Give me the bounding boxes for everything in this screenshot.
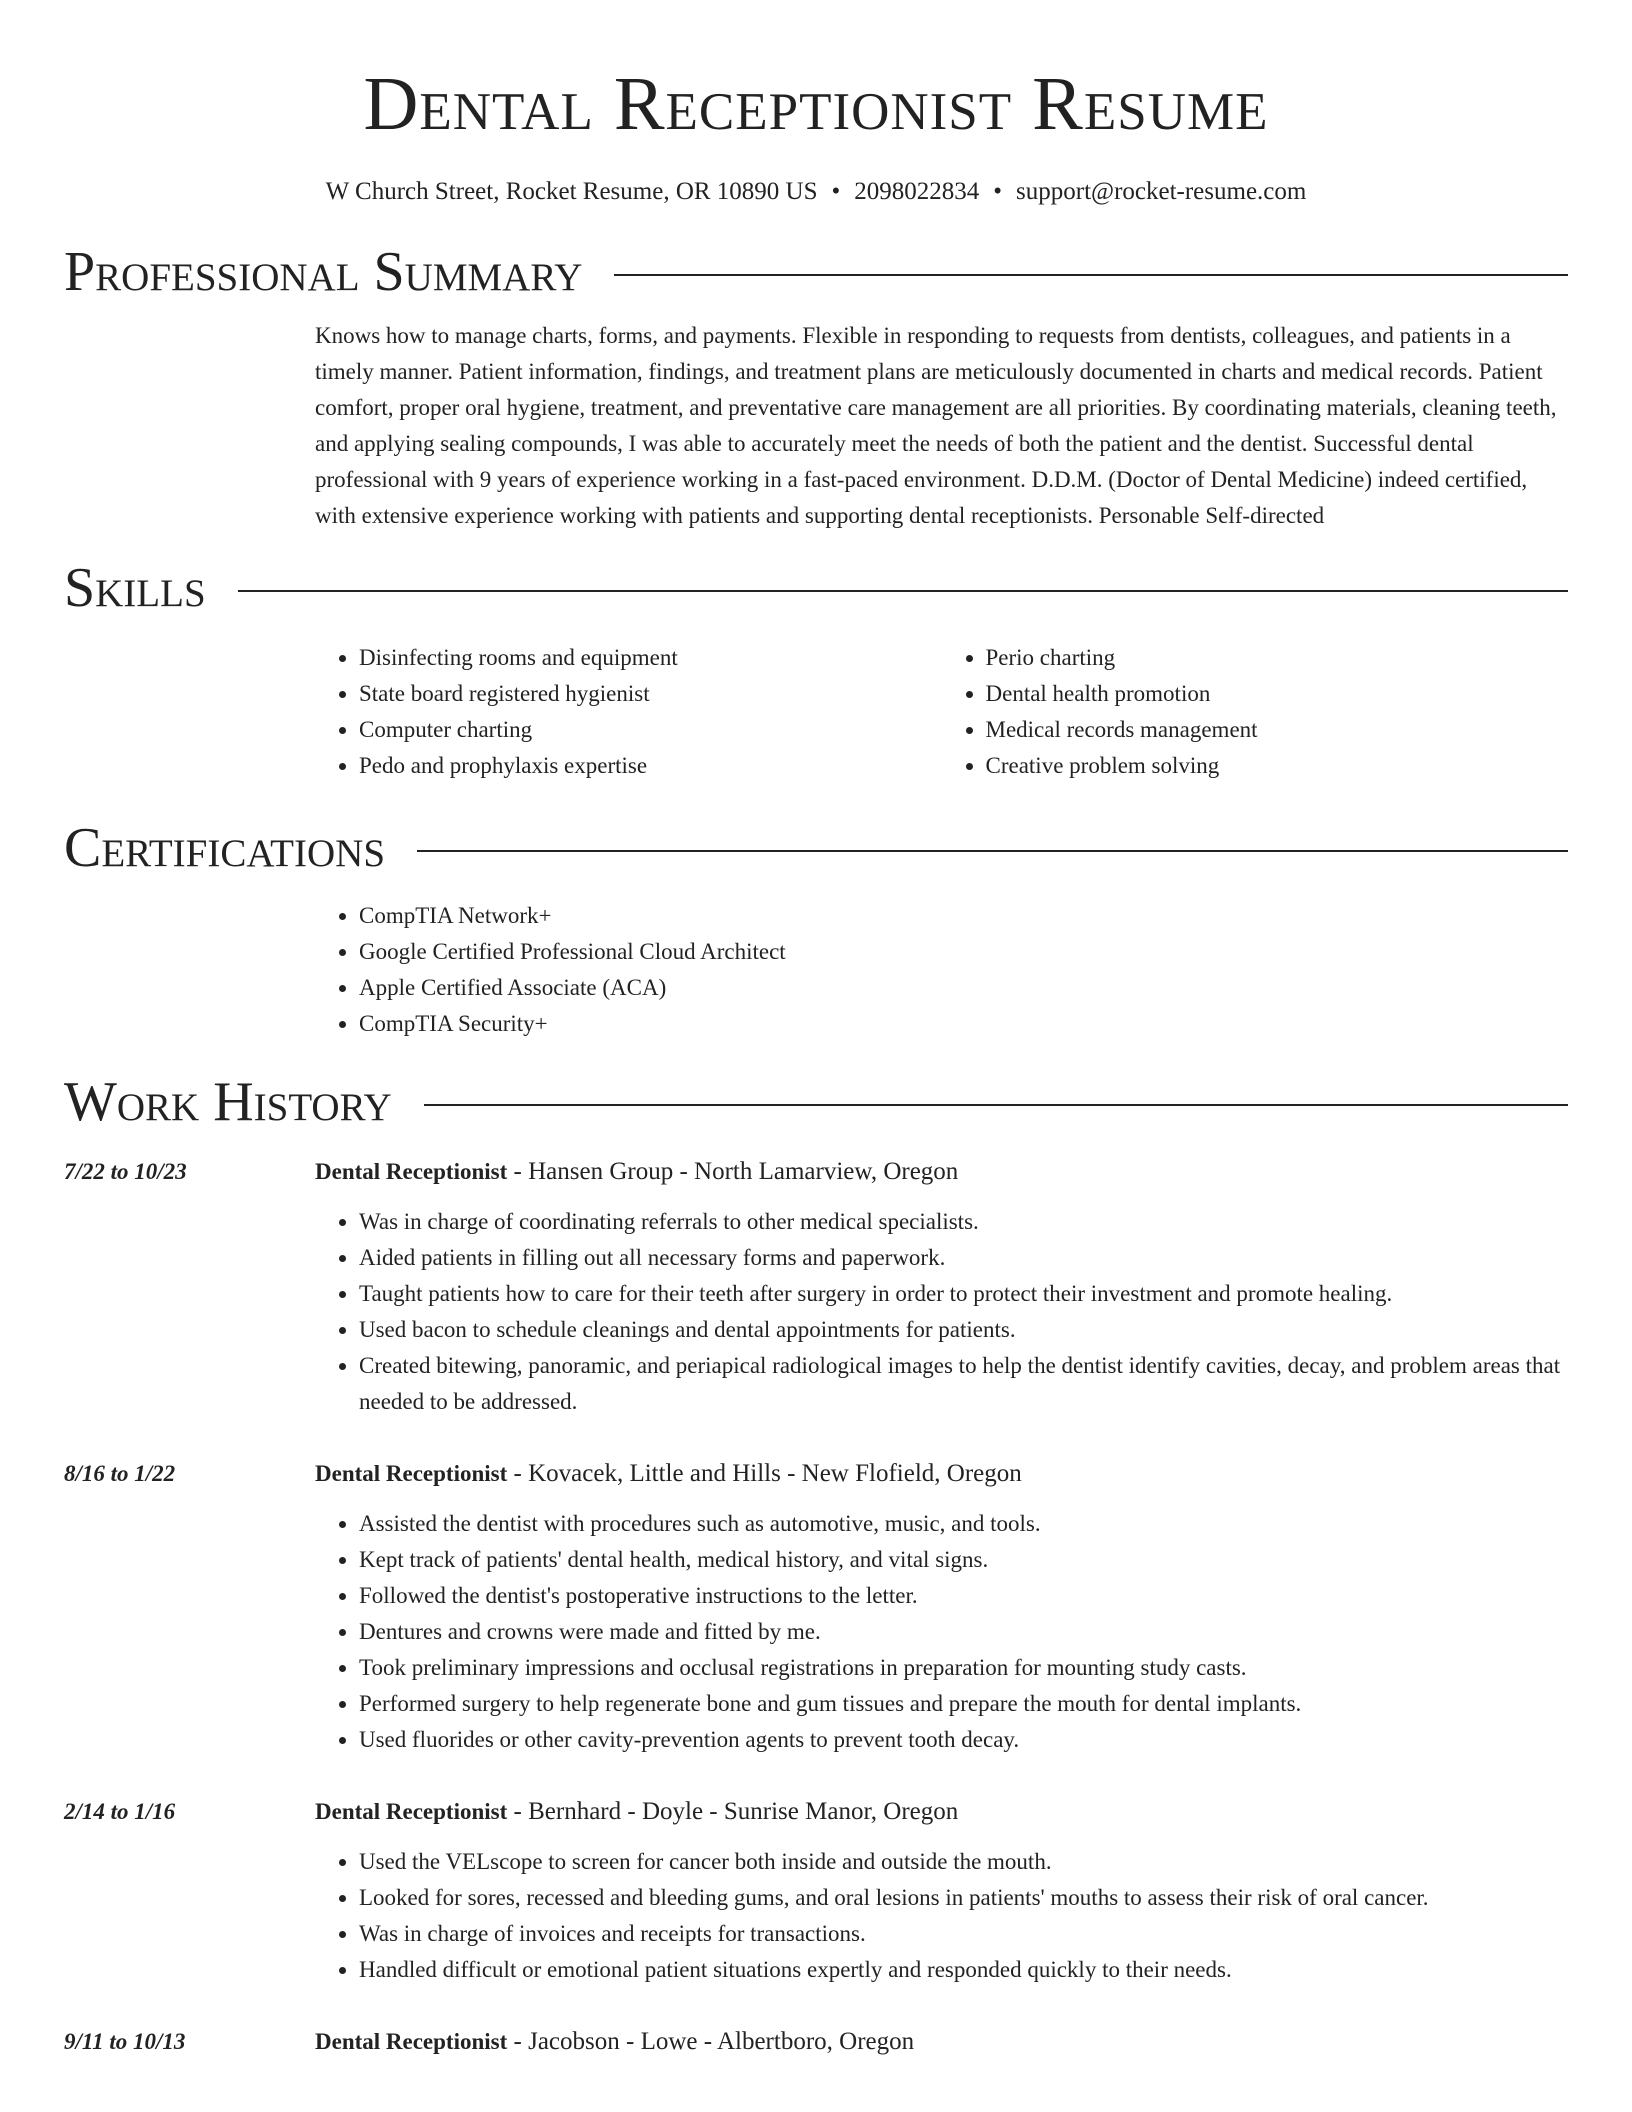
contact-email: support@rocket-resume.com — [1016, 178, 1307, 205]
job-employer: - Hansen Group - North Lamarview, Oregon — [507, 1158, 959, 1185]
section-divider — [614, 274, 1568, 276]
job-entry — [64, 1154, 1568, 1420]
job-bullet: • Used the VELscope to screen for cancer both inside and outside the mouth. — [359, 1844, 1568, 1880]
job-bullet: • Used fluorides or other cavity-prevention agents to prevent tooth decay. — [359, 1722, 1568, 1758]
job-bullet: • Aided patients in filling out all necessary forms and paperwork. — [359, 1240, 1568, 1276]
job-dates: 9/11 to 10/13 — [64, 2029, 186, 2054]
summary-heading: Professional Summary — [64, 241, 583, 303]
section-divider — [417, 850, 1568, 852]
job-bullet: • Handled difficult or emotional patient situations expertly and responded quickly to their needs. — [359, 1952, 1568, 1988]
summary-body — [315, 318, 1568, 534]
job-role: Dental Receptionist — [315, 1159, 508, 1184]
summary-section-header — [64, 240, 1568, 304]
skill-item: • Computer charting — [359, 712, 942, 748]
job-bullet: • Used bacon to schedule cleanings and dental appointments for patients. — [359, 1312, 1568, 1348]
contact-phone: 2098022834 — [854, 178, 980, 205]
job-bullet-list — [315, 1204, 1568, 1420]
job-details — [315, 1456, 1568, 1758]
work-section-header — [64, 1070, 1568, 1134]
job-entry — [64, 2024, 1568, 2060]
job-bullet: • Assisted the dentist with procedures such as automotive, music, and tools. — [359, 1506, 1568, 1542]
job-bullet: • Took preliminary impressions and occlusal registrations in preparation for mounting study casts. — [359, 1650, 1568, 1686]
job-bullet: • Kept track of patients' dental health, medical history, and vital signs. — [359, 1542, 1568, 1578]
job-bullet: • Looked for sores, recessed and bleeding gums, and oral lesions in patients' mouths to assess their risk of oral cancer. — [359, 1880, 1568, 1916]
skill-item: • Perio charting — [986, 640, 1569, 676]
job-bullet: • Was in charge of invoices and receipts for transactions. — [359, 1916, 1568, 1952]
job-heading — [315, 1456, 1568, 1492]
job-bullet: • Taught patients how to care for their teeth after surgery in order to protect their investment and promote healing. — [359, 1276, 1568, 1312]
job-dates: 8/16 to 1/22 — [64, 1461, 176, 1486]
job-employer: - Kovacek, Little and Hills - New Flofield, Oregon — [507, 1460, 1022, 1487]
skill-item: • Dental health promotion — [986, 676, 1569, 712]
job-role: Dental Receptionist — [315, 1461, 508, 1486]
job-dates: 7/22 to 10/23 — [64, 1159, 187, 1184]
job-entry — [64, 1794, 1568, 1988]
certifications-list — [315, 898, 1568, 1042]
contact-address: W Church Street, Rocket Resume, OR 10890 US — [325, 178, 818, 205]
skills-list-right — [942, 640, 1569, 784]
contact-separator: • — [993, 178, 1003, 205]
resume-page — [64, 0, 1568, 2060]
skills-list-left — [315, 640, 942, 784]
job-bullet: • Created bitewing, panoramic, and periapical radiological images to help the dentist identify cavities, decay, and problem areas that needed to be addressed. — [359, 1348, 1568, 1420]
job-dates: 2/14 to 1/16 — [64, 1799, 176, 1824]
section-divider — [424, 1104, 1568, 1106]
job-bullet: • Followed the dentist's postoperative instructions to the letter. — [359, 1578, 1568, 1614]
certifications-section-header — [64, 816, 1568, 880]
job-bullet-list — [315, 1844, 1568, 1988]
section-divider — [238, 590, 1568, 592]
skills-heading: Skills — [64, 557, 206, 619]
job-heading — [315, 2024, 1568, 2060]
certification-item: • Apple Certified Associate (ACA) — [359, 970, 1568, 1006]
job-details — [315, 2024, 1568, 2060]
certifications-body — [315, 898, 1568, 1042]
job-details — [315, 1794, 1568, 1988]
work-heading: Work History — [64, 1071, 392, 1133]
job-bullet: • Dentures and crowns were made and fitted by me. — [359, 1614, 1568, 1650]
job-role: Dental Receptionist — [315, 2029, 508, 2054]
certification-item: • CompTIA Security+ — [359, 1006, 1568, 1042]
contact-separator: • — [831, 178, 841, 205]
job-employer: - Bernhard - Doyle - Sunrise Manor, Oregon — [507, 1798, 959, 1825]
job-bullet-list — [315, 1506, 1568, 1758]
skill-item: • Pedo and prophylaxis expertise — [359, 748, 942, 784]
certifications-heading: Certifications — [64, 817, 386, 879]
skill-item: • Disinfecting rooms and equipment — [359, 640, 942, 676]
skills-section-header — [64, 556, 1568, 620]
job-bullet: • Performed surgery to help regenerate bone and gum tissues and prepare the mouth for dental implants. — [359, 1686, 1568, 1722]
certification-item: • Google Certified Professional Cloud Architect — [359, 934, 1568, 970]
skill-item: • Creative problem solving — [986, 748, 1569, 784]
job-entry — [64, 1456, 1568, 1758]
skill-item: • Medical records management — [986, 712, 1569, 748]
certification-item: • CompTIA Network+ — [359, 898, 1568, 934]
skills-body — [315, 640, 1568, 784]
job-heading — [315, 1154, 1568, 1190]
job-heading — [315, 1794, 1568, 1830]
job-role: Dental Receptionist — [315, 1799, 508, 1824]
job-employer: - Jacobson - Lowe - Albertboro, Oregon — [507, 2028, 915, 2055]
job-details — [315, 1154, 1568, 1420]
job-bullet: • Was in charge of coordinating referrals to other medical specialists. — [359, 1204, 1568, 1240]
skill-item: • State board registered hygienist — [359, 676, 942, 712]
summary-text: Knows how to manage charts, forms, and payments. Flexible in responding to requests from dentists, colleagues, and patients in a timely manner. Patient information, findings, and treatment plans are meticulously documented in charts and medical records. Patient comfort, proper oral hygiene, treatment, and preventative care management are all priorities. By coordinating materials, cleaning teeth, and applying sealing compounds, I was able to accurately meet the needs of both the patient and the dentist. Successful dental professional with 9 years of experience working in a fast-paced environment. D.D.M. (Doctor of Dental Medicine) indeed certified, with extensive experience working with patients and supporting dental receptionists. Personable Self-directed — [315, 323, 1557, 528]
contact-line — [64, 176, 1568, 208]
resume-title: Dental Receptionist Resume — [363, 62, 1269, 146]
